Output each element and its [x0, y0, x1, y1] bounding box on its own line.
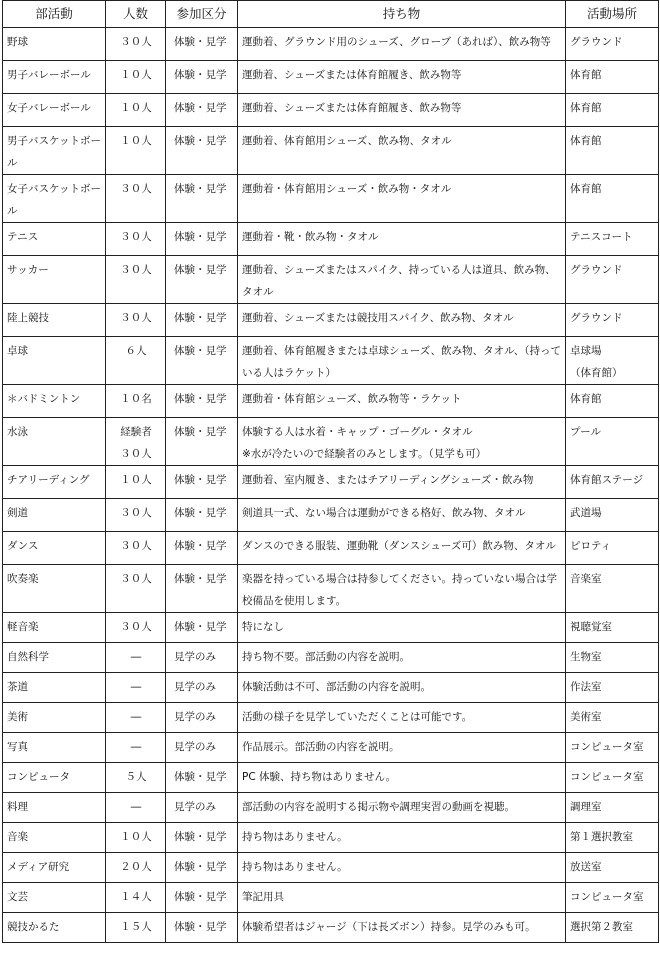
count-cell: １０人 [106, 823, 166, 853]
items-cell: 楽器を持っている場合は持参してください。持っていない場合は学校備品を使用します。 [238, 565, 566, 613]
table-row [3, 304, 659, 337]
header-category: 参加区分 [166, 1, 238, 28]
header-club: 部活動 [3, 1, 106, 28]
place-cell: 作法室 [566, 673, 659, 703]
items-cell: 運動着・体育館用シューズ・飲み物・タオル [238, 175, 566, 223]
table-row [3, 175, 659, 223]
table-row [3, 643, 659, 673]
table-row [3, 28, 659, 61]
count-cell: ― [106, 643, 166, 673]
table-row [3, 337, 659, 385]
items-cell: 筆記用具 [238, 883, 566, 913]
table-row [3, 703, 659, 733]
place-cell: コンピュータ室 [566, 733, 659, 763]
place-cell: 体育館 [566, 175, 659, 223]
items-cell: 運動着、グラウンド用のシューズ、グローブ（あれば）、飲み物等 [238, 28, 566, 61]
club-cell: 卓球 [3, 337, 106, 385]
count-cell: ３０人 [106, 565, 166, 613]
count-cell: 経験者 ３０人 [106, 418, 166, 466]
category-cell: 体験・見学 [166, 385, 238, 418]
items-cell: 運動着、シューズまたは体育館履き、飲み物等 [238, 94, 566, 127]
table-header-row [3, 1, 659, 28]
header-items: 持ち物 [238, 1, 566, 28]
items-cell: 体験活動は不可、部活動の内容を説明。 [238, 673, 566, 703]
count-cell: ３０人 [106, 499, 166, 532]
count-cell: ３０人 [106, 223, 166, 256]
items-cell: 運動着、体育館用シューズ、飲み物、タオル [238, 127, 566, 175]
table-row [3, 673, 659, 703]
place-cell: テニスコート [566, 223, 659, 256]
table-row [3, 418, 659, 466]
place-cell: 体育館ステージ [566, 466, 659, 499]
place-cell: 美術室 [566, 703, 659, 733]
category-cell: 体験・見学 [166, 883, 238, 913]
category-cell: 体験・見学 [166, 304, 238, 337]
header-count: 人数 [106, 1, 166, 28]
table-row [3, 733, 659, 763]
items-cell: 体験希望者はジャージ（下は長ズボン）持参。見学のみも可。 [238, 913, 566, 943]
place-cell: グラウンド [566, 304, 659, 337]
club-cell: 音楽 [3, 823, 106, 853]
category-cell: 体験・見学 [166, 61, 238, 94]
place-cell: グラウンド [566, 256, 659, 304]
place-cell: 放送室 [566, 853, 659, 883]
items-cell: 運動着、室内履き、またはチアリーディングシューズ・飲み物 [238, 466, 566, 499]
club-activity-table [2, 0, 659, 943]
place-cell: 体育館 [566, 385, 659, 418]
items-cell: 特になし [238, 613, 566, 643]
club-cell: 女子バスケットボール [3, 175, 106, 223]
count-cell: １０人 [106, 466, 166, 499]
place-cell: 視聴覚室 [566, 613, 659, 643]
place-cell: 卓球場 （体育館） [566, 337, 659, 385]
items-cell: 運動着、シューズまたは体育館履き、飲み物等 [238, 61, 566, 94]
count-cell: ６人 [106, 337, 166, 385]
table-row [3, 613, 659, 643]
category-cell: 体験・見学 [166, 565, 238, 613]
items-cell: 体験する人は水着・キャップ・ゴーグル・タオル ※水が冷たいので経験者のみとします。（見学も可） [238, 418, 566, 466]
items-cell: 持ち物不要。部活動の内容を説明。 [238, 643, 566, 673]
table-row [3, 61, 659, 94]
items-cell: 部活動の内容を説明する掲示物や調理実習の動画を視聴。 [238, 793, 566, 823]
club-cell: 剣道 [3, 499, 106, 532]
table-row [3, 793, 659, 823]
category-cell: 体験・見学 [166, 853, 238, 883]
table-row [3, 385, 659, 418]
items-cell: 持ち物はありません。 [238, 823, 566, 853]
place-cell: 体育館 [566, 127, 659, 175]
count-cell: １０人 [106, 127, 166, 175]
count-cell: １５人 [106, 913, 166, 943]
items-cell: 運動着、シューズまたはスパイク、持っている人は道具、飲み物、タオル [238, 256, 566, 304]
table-row [3, 565, 659, 613]
count-cell: ― [106, 793, 166, 823]
table-row [3, 823, 659, 853]
items-cell: PC 体験、持ち物はありません。 [238, 763, 566, 793]
category-cell: 体験・見学 [166, 418, 238, 466]
place-cell: 武道場 [566, 499, 659, 532]
count-cell: ― [106, 673, 166, 703]
club-cell: ＊バドミントン [3, 385, 106, 418]
club-cell: 軽音楽 [3, 613, 106, 643]
club-cell: 料理 [3, 793, 106, 823]
club-cell: 文芸 [3, 883, 106, 913]
category-cell: 体験・見学 [166, 127, 238, 175]
count-cell: １０人 [106, 94, 166, 127]
count-cell: ３０人 [106, 28, 166, 61]
items-cell: 運動着、シューズまたは競技用スパイク、飲み物、タオル [238, 304, 566, 337]
category-cell: 体験・見学 [166, 175, 238, 223]
category-cell: 見学のみ [166, 733, 238, 763]
place-cell: プール [566, 418, 659, 466]
items-cell: 運動着・体育館シューズ、飲み物等・ラケット [238, 385, 566, 418]
club-cell: サッカー [3, 256, 106, 304]
items-cell: 持ち物はありません。 [238, 853, 566, 883]
table-row [3, 499, 659, 532]
place-cell: 第１選択教室 [566, 823, 659, 853]
count-cell: １０人 [106, 61, 166, 94]
club-cell: 男子バレーボール [3, 61, 106, 94]
club-cell: メディア研究 [3, 853, 106, 883]
count-cell: ３０人 [106, 175, 166, 223]
club-cell: 競技かるた [3, 913, 106, 943]
count-cell: ３０人 [106, 256, 166, 304]
count-cell: ― [106, 733, 166, 763]
table-row [3, 853, 659, 883]
count-cell: １０名 [106, 385, 166, 418]
place-cell: 調理室 [566, 793, 659, 823]
club-cell: 吹奏楽 [3, 565, 106, 613]
place-cell: 音楽室 [566, 565, 659, 613]
items-cell: 運動着・靴・飲み物・タオル [238, 223, 566, 256]
place-cell: 体育館 [566, 94, 659, 127]
table-row [3, 223, 659, 256]
category-cell: 体験・見学 [166, 763, 238, 793]
table-row [3, 256, 659, 304]
count-cell: １４人 [106, 883, 166, 913]
club-cell: ダンス [3, 532, 106, 565]
category-cell: 体験・見学 [166, 28, 238, 61]
table-row [3, 94, 659, 127]
category-cell: 体験・見学 [166, 613, 238, 643]
count-cell: ２０人 [106, 853, 166, 883]
place-cell: コンピュータ室 [566, 883, 659, 913]
items-cell: 作品展示。部活動の内容を説明。 [238, 733, 566, 763]
club-cell: 写真 [3, 733, 106, 763]
category-cell: 体験・見学 [166, 466, 238, 499]
table-row [3, 127, 659, 175]
club-cell: 陸上競技 [3, 304, 106, 337]
items-cell: 活動の様子を見学していただくことは可能です。 [238, 703, 566, 733]
category-cell: 体験・見学 [166, 256, 238, 304]
count-cell: ３０人 [106, 532, 166, 565]
club-cell: テニス [3, 223, 106, 256]
category-cell: 見学のみ [166, 643, 238, 673]
table-row [3, 532, 659, 565]
count-cell: ３０人 [106, 304, 166, 337]
items-cell: ダンスのできる服装、運動靴（ダンスシューズ可）飲み物、タオル [238, 532, 566, 565]
place-cell: 体育館 [566, 61, 659, 94]
place-cell: コンピュータ室 [566, 763, 659, 793]
category-cell: 体験・見学 [166, 913, 238, 943]
items-cell: 運動着、体育館履きまたは卓球シューズ、飲み物、タオル、（持っている人はラケット） [238, 337, 566, 385]
count-cell: ５人 [106, 763, 166, 793]
table-row [3, 466, 659, 499]
place-cell: ピロティ [566, 532, 659, 565]
category-cell: 体験・見学 [166, 94, 238, 127]
count-cell: ３０人 [106, 613, 166, 643]
club-cell: コンピュータ [3, 763, 106, 793]
club-cell: 女子バレーボール [3, 94, 106, 127]
club-cell: 茶道 [3, 673, 106, 703]
club-cell: 野球 [3, 28, 106, 61]
table-row [3, 913, 659, 943]
place-cell: グラウンド [566, 28, 659, 61]
count-cell: ― [106, 703, 166, 733]
club-cell: 水泳 [3, 418, 106, 466]
header-place: 活動場所 [566, 1, 659, 28]
club-cell: 男子バスケットボール [3, 127, 106, 175]
category-cell: 体験・見学 [166, 223, 238, 256]
club-cell: チアリーディング [3, 466, 106, 499]
category-cell: 見学のみ [166, 793, 238, 823]
club-activity-table-sheet [2, 0, 658, 943]
club-cell: 自然科学 [3, 643, 106, 673]
category-cell: 体験・見学 [166, 499, 238, 532]
category-cell: 体験・見学 [166, 823, 238, 853]
table-row [3, 763, 659, 793]
club-cell: 美術 [3, 703, 106, 733]
place-cell: 生物室 [566, 643, 659, 673]
category-cell: 見学のみ [166, 673, 238, 703]
table-row [3, 883, 659, 913]
category-cell: 体験・見学 [166, 337, 238, 385]
items-cell: 剣道具一式、ない場合は運動ができる格好、飲み物、タオル [238, 499, 566, 532]
place-cell: 選択第２教室 [566, 913, 659, 943]
category-cell: 体験・見学 [166, 532, 238, 565]
category-cell: 見学のみ [166, 703, 238, 733]
